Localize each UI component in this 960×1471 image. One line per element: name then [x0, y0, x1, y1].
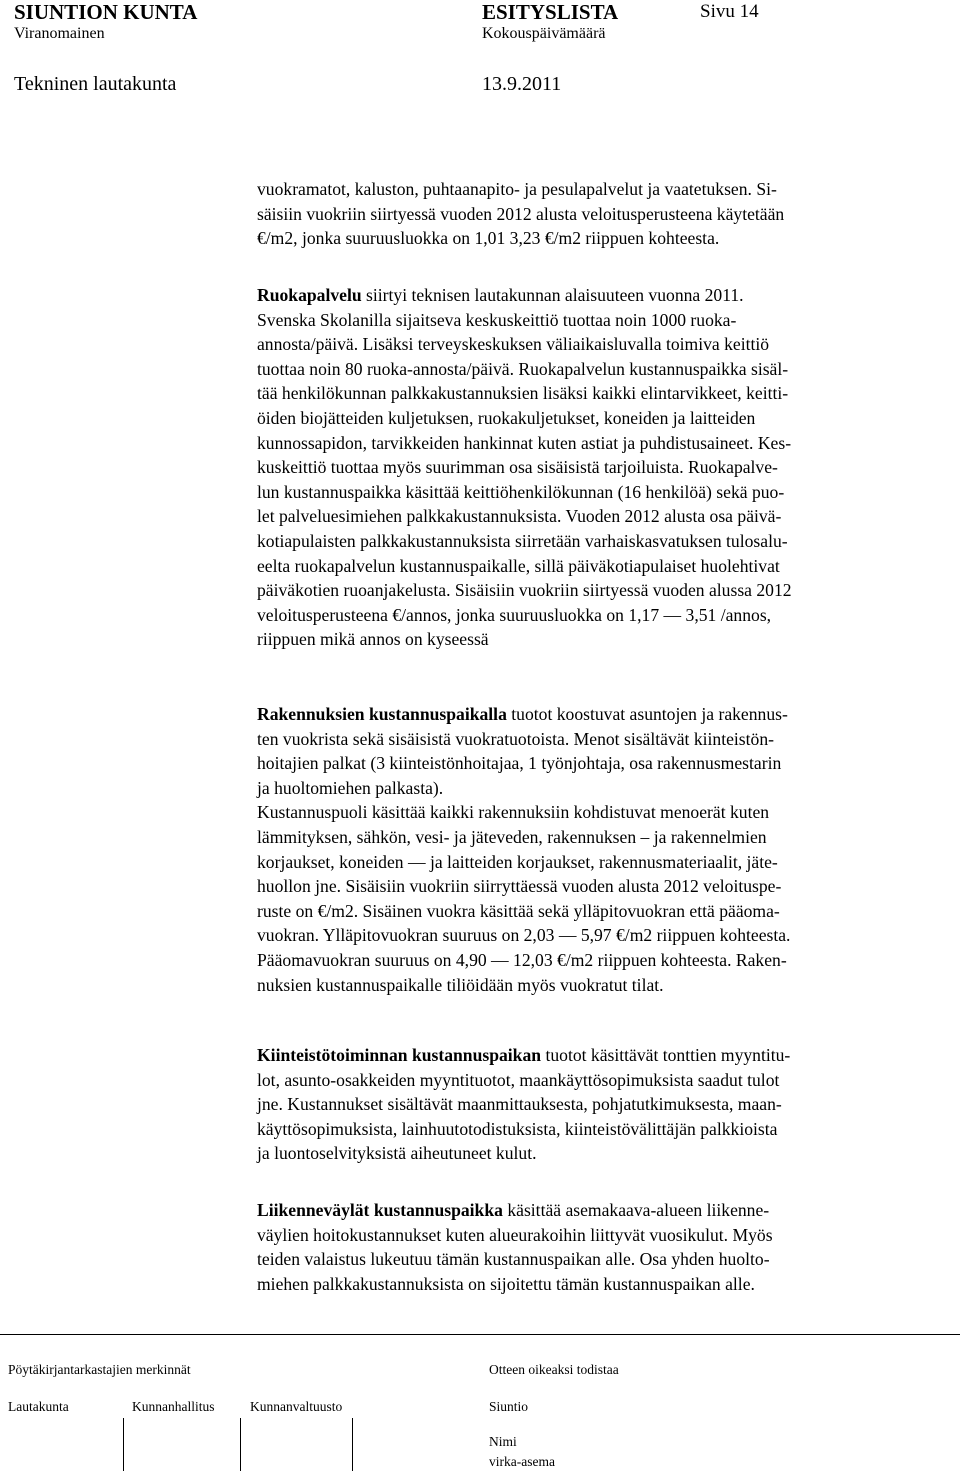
- text-line: tää henkilökunnan palkkakustannuksien lisäksi kaikki elintarvikkeet, keitti-: [257, 383, 789, 404]
- organization-name: SIUNTION KUNTA: [14, 0, 198, 24]
- text-line: vuokramatot, kaluston, puhtaanapito- ja pesulapalvelut ja vaatetuksen. Si-: [257, 179, 777, 199]
- heading-food-service: Ruokapalvelu: [257, 285, 362, 305]
- reviewers-notes-label: Pöytäkirjantarkastajien merkinnät: [8, 1362, 191, 1377]
- text-line: väylien hoitokustannukset kuten alueurakoihin liittyvät vuosikulut. Myös: [257, 1224, 773, 1245]
- paragraph-rental-services: [257, 177, 947, 251]
- text-line: Rakennuksien kustannuspaikalla tuotot koostuvat asuntojen ja rakennus-: [257, 704, 788, 724]
- text-line: ja huoltomiehen palkasta).: [257, 777, 444, 798]
- text-line: €/m2, jonka suuruusluokka on 1,01 3,23 €/m2 riippuen kohteesta.: [257, 228, 720, 249]
- paragraph-buildings: [257, 702, 947, 997]
- text-line: riippuen mikä annos on kyseessä: [257, 629, 489, 650]
- text-line: miehen palkkakustannuksista on sijoitettu tämän kustannuspaikan alle.: [257, 1273, 755, 1294]
- text-line: Pääomavuokran suuruus on 4,90 — 12,03 €/m2 riippuen kohteesta. Raken-: [257, 949, 787, 970]
- authority-label: Viranomainen: [14, 25, 105, 42]
- text-line: korjaukset, koneiden — ja laitteiden korjaukset, rakennusmateriaalit, jäte-: [257, 851, 778, 872]
- heading-traffic-routes: Liikenneväylät kustannuspaikka: [257, 1200, 503, 1220]
- certified-copy-label: Otteen oikeaksi todistaa: [489, 1362, 619, 1377]
- footer-title-label: virka-asema: [489, 1454, 555, 1469]
- text-line: Kiinteistötoiminnan kustannuspaikan tuotot käsittävät tonttien myyntitu-: [257, 1045, 791, 1065]
- footer-name-label: Nimi: [489, 1434, 517, 1449]
- text-line: Svenska Skolanilla sijaitseva keskuskeittiö tuottaa noin 1000 ruoka-: [257, 309, 737, 330]
- text-line: huollon jne. Sisäisiin vuokriin siirryttäessä vuoden alusta 2012 veloituspe-: [257, 876, 782, 897]
- text-line: ten vuokrista sekä sisäisistä vuokratuotoista. Menot sisältävät kiinteistön-: [257, 728, 774, 749]
- text-line: jne. Kustannukset sisältävät maanmittauksesta, pohjatutkimuksesta, maan-: [257, 1094, 782, 1115]
- text-line: lämmityksen, sähkön, vesi- ja jäteveden, rakennuksen – ja rakennelmien: [257, 826, 767, 847]
- footer-col-council: Kunnanvaltuusto: [250, 1399, 343, 1414]
- paragraph-real-estate: [257, 1043, 947, 1166]
- text-line: nuksien kustannuspaikalle tiliöidään myös vuokratut tilat.: [257, 974, 664, 995]
- text-line: Kustannuspuoli käsittää kaikki rakennuksiin kohdistuvat menoerät kuten: [257, 802, 770, 823]
- footer-col-municipal-board: Kunnanhallitus: [132, 1399, 215, 1414]
- board-name: Tekninen lautakunta: [14, 73, 177, 95]
- text-line: säisiin vuokriin siirtyessä vuoden 2012 alusta veloitusperusteena käytetään: [257, 203, 785, 224]
- text-line: kunnossapidon, tarvikkeiden hankinnat kuten astiat ja puhdistusaineet. Kes-: [257, 432, 792, 453]
- footer-divider: [0, 1334, 960, 1335]
- page-number: Sivu 14: [700, 1, 759, 22]
- footer-place: Siuntio: [489, 1399, 529, 1414]
- heading-buildings: Rakennuksien kustannuspaikalla: [257, 704, 507, 724]
- footer-column-divider: [352, 1418, 353, 1471]
- text-line: päiväkotien ruoanjakelusta. Sisäisiin vuokriin siirtyessä vuoden alussa 2012: [257, 580, 792, 601]
- text-line: veloitusperusteena €/annos, jonka suuruusluokka on 1,17 — 3,51 /annos,: [257, 604, 772, 625]
- text-line: teiden valaistus lukeutuu tämän kustannuspaikan alle. Osa yhden huolto-: [257, 1249, 770, 1270]
- footer-col-committee: Lautakunta: [8, 1399, 69, 1414]
- text-line: eelta ruokapalvelun kustannuspaikalle, sillä päiväkotiapulaiset huolehtivat: [257, 555, 780, 576]
- text-line: kotiapulaisten palkkakustannuksista siirretään varhaiskasvatuksen tulosalu-: [257, 530, 788, 551]
- paragraph-food-service: [257, 283, 947, 652]
- meeting-date-label: Kokouspäivämäärä: [482, 25, 606, 42]
- text-line: hoitajien palkat (3 kiinteistönhoitajaa, 1 työnjohtaja, osa rakennusmestarin: [257, 753, 782, 774]
- text-line: lot, asunto-osakkeiden myyntituotot, maankäyttösopimuksista saadut tulot: [257, 1069, 780, 1090]
- text-line: Liikenneväylät kustannuspaikka käsittää asemakaava-alueen liikenne-: [257, 1200, 770, 1220]
- text-line: käyttösopimuksista, lainhuutotodistuksista, kiinteistövälittäjän palkkioista: [257, 1118, 778, 1139]
- text-line: annosta/päivä. Lisäksi terveyskeskuksen väliaikaisluvalla toimiva keittiö: [257, 334, 770, 355]
- footer-column-divider: [123, 1418, 124, 1471]
- paragraph-traffic-routes: [257, 1198, 947, 1296]
- text-line: vuokran. Ylläpitovuokran suuruus on 2,03 — 5,97 €/m2 riippuen kohteesta.: [257, 925, 791, 946]
- text-line: öiden biojätteiden kuljetuksen, ruokakuljetukset, koneiden ja laitteiden: [257, 407, 756, 428]
- footer-column-divider: [240, 1418, 241, 1471]
- heading-real-estate: Kiinteistötoiminnan kustannuspaikan: [257, 1045, 542, 1065]
- document-type: ESITYSLISTA: [482, 0, 619, 24]
- text-line: ruste on €/m2. Sisäinen vuokra käsittää sekä ylläpitovuokran että pääoma-: [257, 900, 780, 921]
- text-line: ja luontoselvityksistä aiheutuneet kulut.: [257, 1143, 537, 1164]
- text-line: tuottaa noin 80 ruoka-annosta/päivä. Ruokapalvelun kustannuspaikka sisäl-: [257, 358, 789, 379]
- text-line: lun kustannuspaikka käsittää keittiöhenkilökunnan (16 henkilöä) sekä puo-: [257, 481, 785, 502]
- text-line: Ruokapalvelu siirtyi teknisen lautakunnan alaisuuteen vuonna 2011.: [257, 285, 744, 305]
- meeting-date: 13.9.2011: [482, 73, 562, 95]
- text-line: let palveluesimiehen palkkakustannuksista. Vuoden 2012 alusta osa päivä-: [257, 506, 782, 527]
- text-line: kuskeittiö tuottaa myös suurimman osa sisäisistä tarjoiluista. Ruokapalve-: [257, 457, 778, 478]
